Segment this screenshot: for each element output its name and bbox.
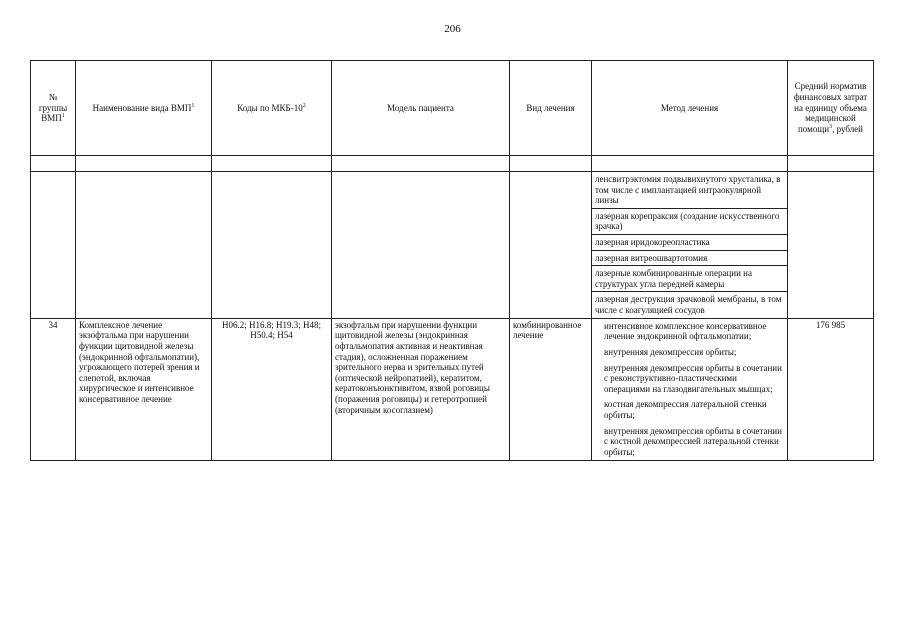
methods-list — [592, 319, 787, 461]
cost-value: 176 985 — [788, 318, 874, 461]
spacer-row — [31, 156, 874, 172]
spacer-cell — [31, 156, 76, 172]
empty-cell — [332, 172, 510, 319]
spacer-cell — [76, 156, 212, 172]
header-cost: Средний норматив финансовых затрат на единицу объема медицинской помощи$^3$, рублей — [788, 61, 874, 156]
header-name: Наименование вида ВМП$^1$ — [76, 61, 212, 156]
header-codes: Коды по МКБ-$10^2$ — [212, 61, 332, 156]
method-item: внутренняя декомпрессия орбиты в сочетании с реконструктивно-пластическими операциями на глазодвигательных мышцах; — [604, 362, 782, 394]
method-item: внутренняя декомпрессия орбиты в сочетании с костной декомпрессией латеральной стенки орбиты; — [604, 425, 782, 457]
spacer-cell — [788, 156, 874, 172]
spacer-cell — [332, 156, 510, 172]
header-model: Модель пациента — [332, 61, 510, 156]
continuation-methods-cell — [592, 172, 788, 319]
header-row — [31, 61, 874, 156]
continuation-row — [31, 172, 874, 319]
method-item: лазерная корепраксия (создание искусственного зрачка) — [592, 208, 787, 234]
spacer-cell — [510, 156, 592, 172]
page-number: 206 — [444, 23, 461, 35]
group-number: 34 — [31, 318, 76, 461]
empty-cell — [212, 172, 332, 319]
methods-cell — [592, 318, 788, 461]
empty-cell — [31, 172, 76, 319]
method-item: ленсвитрэктомия подвывихнутого хрусталика, в том числе с имплантацией интраокулярной линзы — [592, 172, 787, 208]
method-item: интенсивное комплексное консервативное лечение эндокринной офтальмопатии; — [604, 320, 767, 342]
header-method: Метод лечения — [592, 61, 788, 156]
header-group: № группы ВМП$^1$ — [31, 61, 76, 156]
method-item: внутренняя декомпрессия орбиты; — [604, 346, 737, 357]
continuation-methods-list — [592, 172, 787, 318]
header-treatment-type: Вид лечения — [510, 61, 592, 156]
method-item: лазерная витреошвартотомия — [592, 250, 787, 266]
patient-model: экзофтальм при нарушении функции щитовидной железы (эндокринная офтальмопатия активная и неактивная стадия), осложненная поражением зрительного нерва и зрительных путей (оптической нейропатией), кератитом, кератоконъюнктивитом, язвой роговицы (поражения роговицы) и гетеротропией (вторичным косоглазием) — [332, 318, 510, 461]
empty-cell — [76, 172, 212, 319]
empty-cell — [510, 172, 592, 319]
method-item: лазерные комбинированные операции на структурах угла передней камеры — [592, 266, 787, 292]
row-34 — [31, 318, 874, 461]
method-item: костная декомпрессия латеральной стенки орбиты; — [604, 399, 767, 420]
spacer-cell — [212, 156, 332, 172]
vmp-table — [30, 60, 874, 461]
treatment-type: комбинированное лечение — [510, 318, 592, 461]
vmp-name: Комплексное лечение экзофтальма при нарушении функции щитовидной железы (эндокринной офтальмопатии), угрожающего потерей зрения и слепотой, включая хирургическое и интенсивное консервативное лечение — [76, 318, 212, 461]
method-item: лазерная деструкция зрачковой мембраны, в том числе с коагуляцией сосудов — [595, 294, 782, 316]
method-item: лазерная иридокореопластика — [592, 235, 787, 251]
spacer-cell — [592, 156, 788, 172]
empty-cell — [788, 172, 874, 319]
icd-codes: H06.2; H16.8; H19.3; H48; H50.4; H54 — [212, 318, 332, 461]
